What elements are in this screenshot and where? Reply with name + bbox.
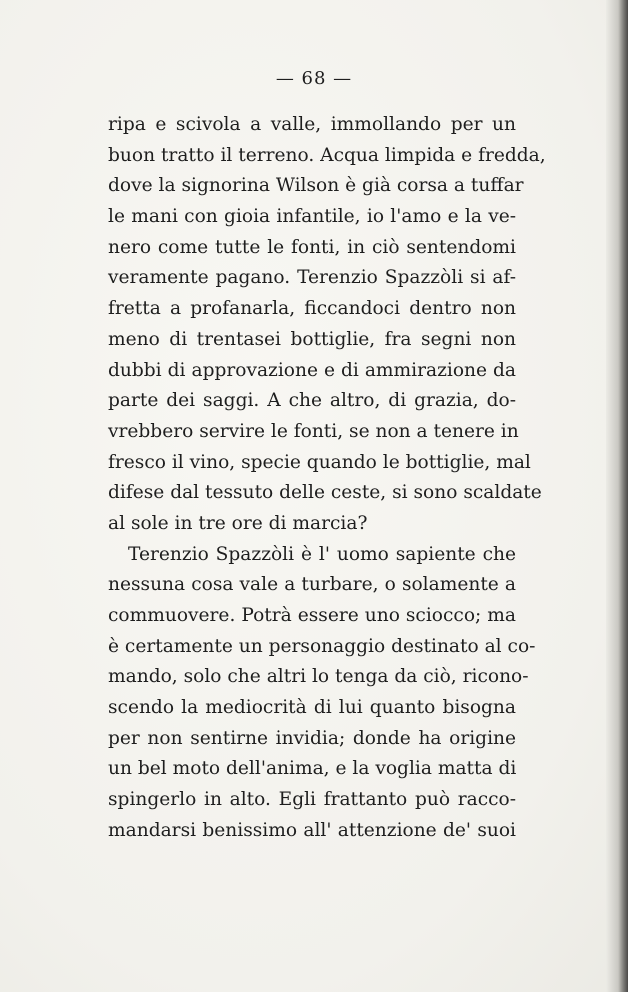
text-line: le mani con gioia infantile, io l'amo e la ve- [108, 206, 516, 228]
text-line: veramente pagano. Terenzio Spazzòli si af- [108, 267, 516, 289]
text-line: dove la signorina Wilson è già corsa a tuffar [108, 175, 524, 197]
text-line: fresco il vino, specie quando le bottiglie, mal [108, 451, 531, 473]
text-line: spingerlo in alto. Egli frattanto può racco- [108, 789, 516, 811]
body-text [108, 110, 546, 847]
text-line: nessuna cosa vale a turbare, o solamente a [108, 574, 516, 596]
text-line: meno di trentasei bottiglie, fra segni non [108, 328, 516, 350]
text-line: vrebbero servire le fonti, se non a tenere in [108, 420, 519, 442]
text-line: buon tratto il terreno. Acqua limpida e fredda, [108, 144, 546, 166]
text-line: mando, solo che altri lo tenga da ciò, ricono- [108, 666, 529, 688]
text-line: difese dal tessuto delle ceste, si sono scaldate [108, 482, 542, 504]
text-line: è certamente un personaggio destinato al co- [108, 635, 536, 657]
text-line: Terenzio Spazzòli è l' uomo sapiente che [128, 543, 516, 565]
text-line: dubbi di approvazione e di ammirazione da [108, 359, 516, 381]
text-line: nero come tutte le fonti, in ciò sentendomi [108, 236, 516, 258]
text-line: scendo la mediocrità di lui quanto bisogna [108, 697, 516, 719]
text-line: ripa e scivola a valle, immollando per un [108, 114, 516, 135]
text-line: parte dei saggi. A che altro, di grazia, do- [108, 390, 516, 412]
text-line: mandarsi benissimo all' attenzione de' suoi [108, 819, 516, 841]
text-line: un bel moto dell'anima, e la voglia matta di [108, 758, 517, 780]
text-line: per non sentirne invidia; donde ha origine [108, 727, 516, 749]
book-binding-edge [606, 0, 628, 992]
text-line: al sole in tre ore di marcia? [108, 512, 368, 534]
text-line: commuovere. Potrà essere uno sciocco; ma [108, 605, 516, 626]
page-number: — 68 — [275, 68, 353, 89]
text-line: fretta a profanarla, ficcandoci dentro non [108, 298, 516, 320]
